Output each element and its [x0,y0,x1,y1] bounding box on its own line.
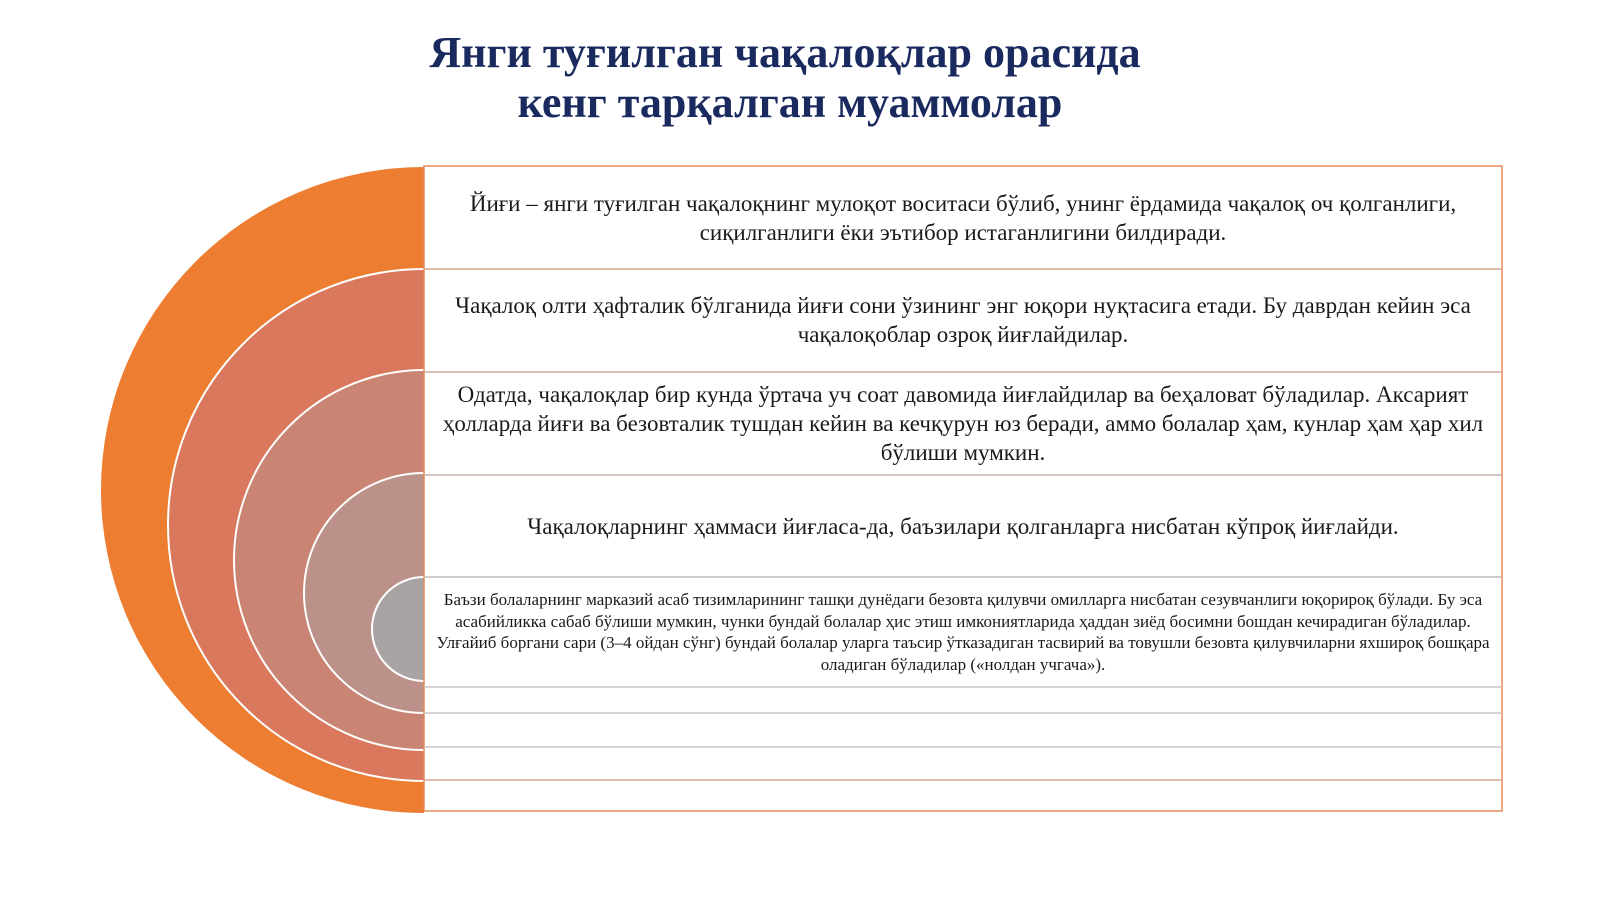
text-band-3-text: Одатда, чақалоқлар бир кунда ўртача уч соат давомида йиғлайдилар ва беҳаловат бўладилар. Аксарият ҳолларда йиғи ва безовталик тушдан кейин ва кечқурун юз беради, аммо болалар ҳам, кунлар ҳам ҳар хил бўлиши мумкин. [442,381,1484,465]
title-line-2: кенг тарқалган муаммолар [517,78,1063,127]
text-band-2-text: Чақалоқ олти ҳафталик бўлганида йиғи сони ўзининг энг юқори нуқтасига етади. Бу даврдан кейин эса чақалоқоблар озроқ йиғлайдилар. [455,293,1471,347]
title-line-1: Янги туғилган чақалоқлар орасида [429,28,1141,77]
slide-title [0,28,1600,128]
text-band-4-text: Чақалоқларнинг ҳаммаси йиғласа-да, баъзилари қолганларга нисбатан кўпроқ йиғлайди. [527,513,1399,539]
text-band-4 [424,476,1502,576]
text-band-3 [424,372,1502,474]
text-band-5-text: Баъзи болаларнинг марказий асаб тизимларининг ташқи дунёдаги безовта қилувчи омилларга нисбатан сезувчанлиги юқорироқ бўлади. Бу эса асабийликка сабаб бўлиши мумкин, чунки бундай болалар ҳис этиш имкониятларида ҳаддан зиёд босимни бошдан кечирадиган бўладилар. Улғайиб боргани сари (3–4 ойдан сўнг) бундай болалар уларга таъсир ўтказадиган тасвирий ва товушли безовта қилувчиларни яхшироқ бошқара оладиган бўладилар («нолдан учгача»). [436,590,1490,674]
text-band-2 [424,270,1502,370]
text-band-1-text: Йиғи – янги туғилган чақалоқнинг мулоқот воситаси бўлиб, унинг ёрдамида чақалоқ оч қолганлиги, сиқилганлиги ёки эътибор истаганлигини билдиради. [469,191,1457,245]
text-band-1 [424,168,1502,268]
text-band-5 [424,578,1502,686]
